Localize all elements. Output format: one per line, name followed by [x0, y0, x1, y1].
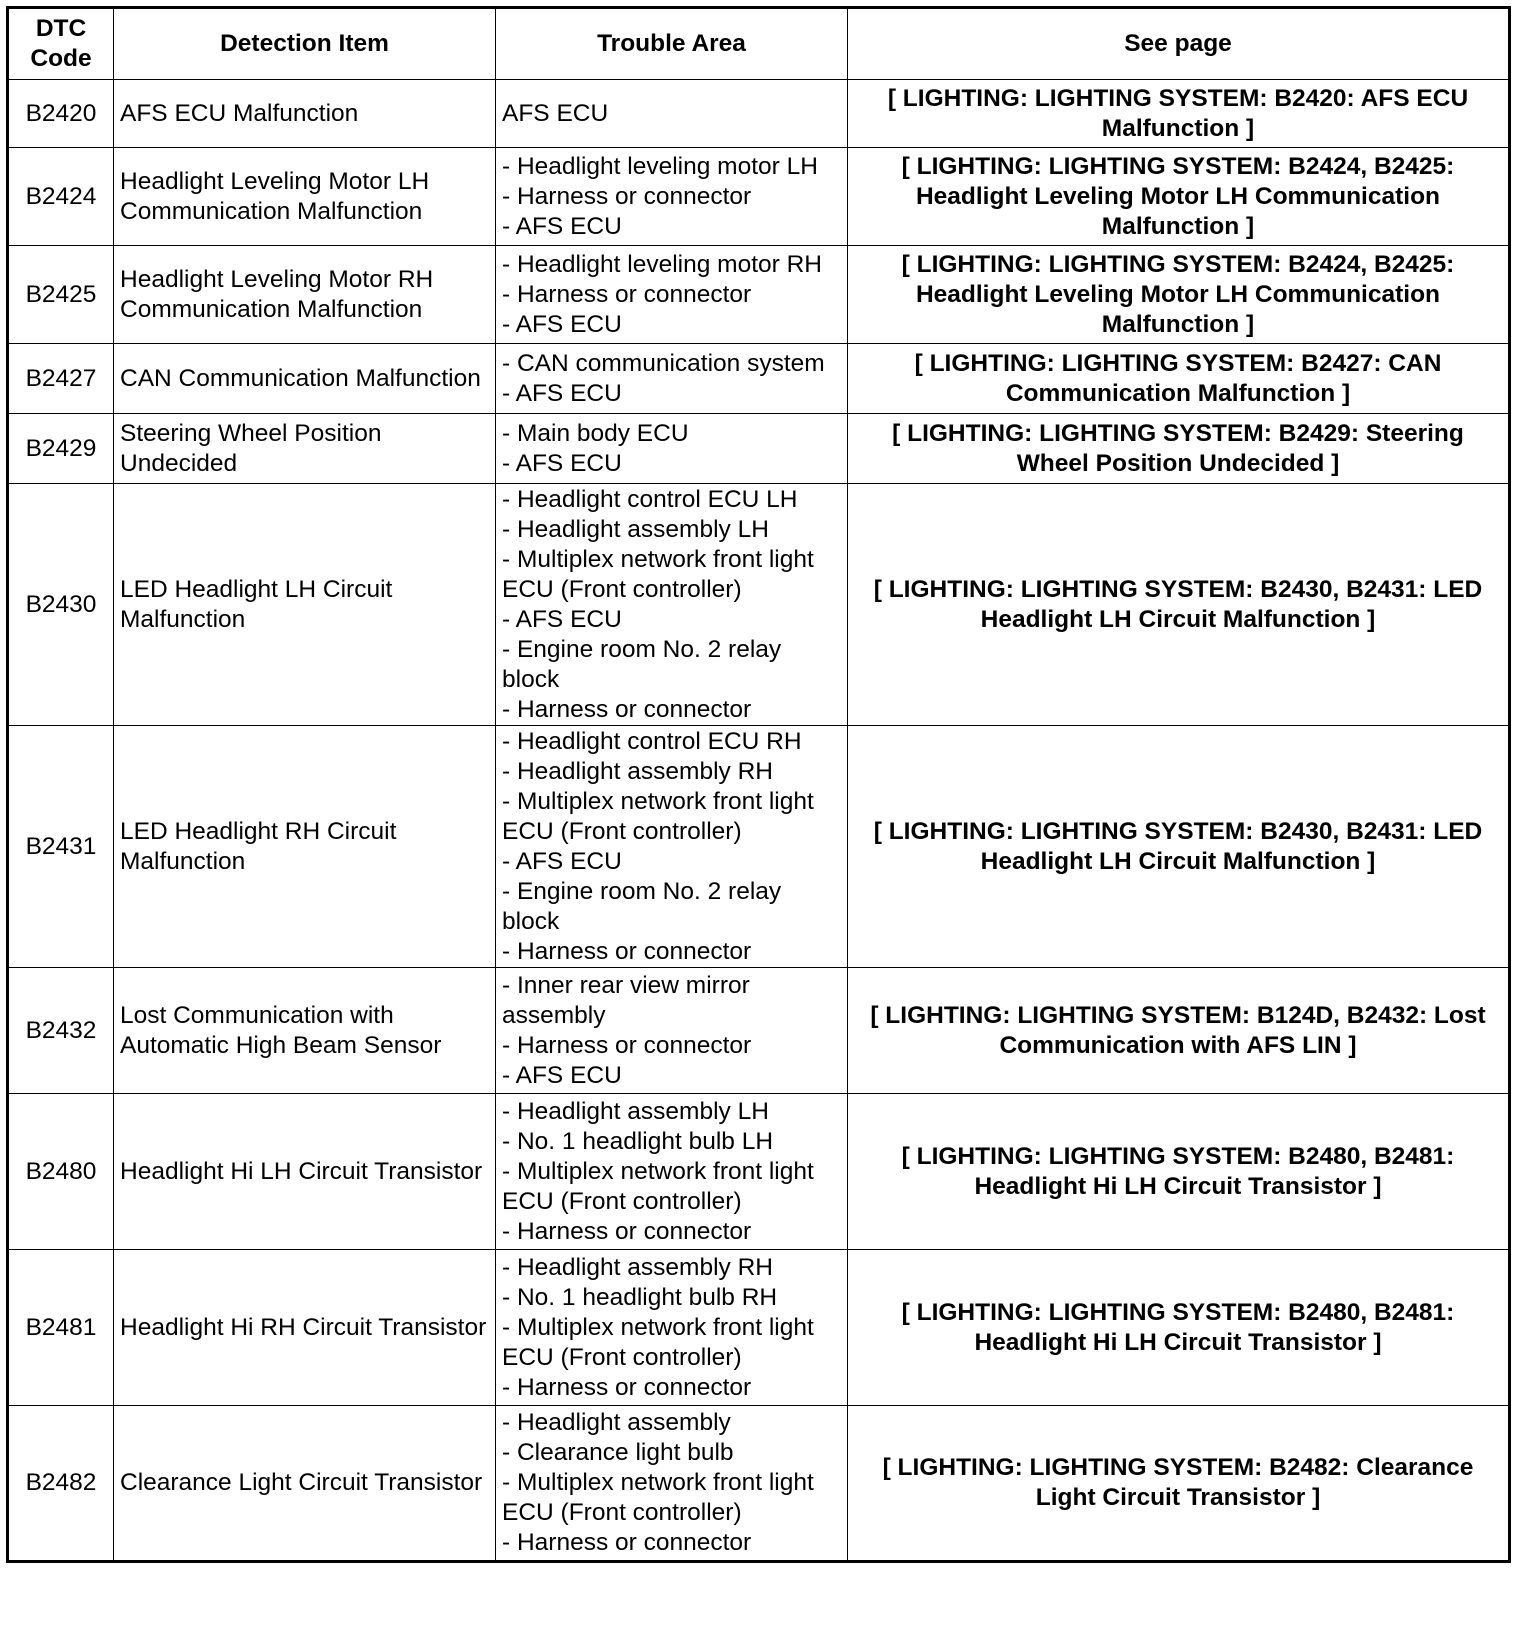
- trouble-area-line: - No. 1 headlight bulb LH: [502, 1127, 774, 1155]
- trouble-area-cell: [496, 148, 848, 246]
- detection-item-cell: LED Headlight RH Circuit Malfunction: [114, 726, 496, 968]
- detection-item-cell: CAN Communication Malfunction: [114, 344, 496, 414]
- table-row: [8, 1094, 1510, 1250]
- see-page-link[interactable]: [ LIGHTING: LIGHTING SYSTEM: B2480, B2481: Headlight Hi LH Circuit Transistor ]: [848, 1094, 1510, 1250]
- trouble-area-cell: [496, 726, 848, 968]
- trouble-area-line: - Engine room No. 2 relay block: [502, 635, 782, 693]
- header-detection-item: Detection Item: [114, 8, 496, 80]
- trouble-area-line: - Clearance light bulb: [502, 1439, 734, 1466]
- see-page-link[interactable]: [ LIGHTING: LIGHTING SYSTEM: B2482: Clearance Light Circuit Transistor ]: [848, 1406, 1510, 1562]
- trouble-area-line: - AFS ECU: [502, 449, 622, 477]
- trouble-area-line: - CAN communication system: [502, 349, 825, 377]
- trouble-area-line: - Main body ECU: [502, 419, 689, 447]
- trouble-area-line: - Headlight assembly RH: [502, 1253, 773, 1281]
- detection-item-cell: LED Headlight LH Circuit Malfunction: [114, 484, 496, 726]
- trouble-area-line: - AFS ECU: [502, 1061, 622, 1089]
- table-row: [8, 148, 1510, 246]
- dtc-code-cell: B2432: [8, 968, 114, 1094]
- detection-item-cell: Lost Communication with Automatic High Beam Sensor: [114, 968, 496, 1094]
- trouble-area-line: - Headlight assembly RH: [502, 757, 773, 785]
- trouble-area-line: - Headlight leveling motor RH: [502, 250, 822, 278]
- see-page-link[interactable]: [ LIGHTING: LIGHTING SYSTEM: B2424, B2425: Headlight Leveling Motor LH Communication Malfunction ]: [848, 148, 1510, 246]
- trouble-area-line: - Multiplex network front light ECU (Front controller): [502, 545, 814, 603]
- trouble-area-cell: [496, 968, 848, 1094]
- see-page-link[interactable]: [ LIGHTING: LIGHTING SYSTEM: B2424, B2425: Headlight Leveling Motor LH Communication Malfunction ]: [848, 246, 1510, 344]
- dtc-code-cell: B2481: [8, 1250, 114, 1406]
- dtc-table: [6, 6, 1511, 1563]
- detection-item-cell: Headlight Leveling Motor RH Communication Malfunction: [114, 246, 496, 344]
- table-row: [8, 414, 1510, 484]
- dtc-code-cell: B2420: [8, 80, 114, 148]
- trouble-area-line: - Engine room No. 2 relay block: [502, 877, 782, 935]
- trouble-area-cell: [496, 80, 848, 148]
- trouble-area-cell: [496, 1094, 848, 1250]
- header-see-page: See page: [848, 8, 1510, 80]
- detection-item-cell: Steering Wheel Position Undecided: [114, 414, 496, 484]
- table-row: [8, 246, 1510, 344]
- see-page-link[interactable]: [ LIGHTING: LIGHTING SYSTEM: B2427: CAN Communication Malfunction ]: [848, 344, 1510, 414]
- header-dtc-code: DTC Code: [8, 8, 114, 80]
- detection-item-cell: Headlight Hi RH Circuit Transistor: [114, 1250, 496, 1406]
- dtc-code-cell: B2431: [8, 726, 114, 968]
- trouble-area-line: - Headlight assembly: [502, 1409, 731, 1436]
- table-row: [8, 726, 1510, 968]
- dtc-code-cell: B2482: [8, 1406, 114, 1562]
- trouble-area-cell: [496, 1250, 848, 1406]
- detection-item-cell: Clearance Light Circuit Transistor: [114, 1406, 496, 1562]
- detection-item-cell: Headlight Hi LH Circuit Transistor: [114, 1094, 496, 1250]
- trouble-area-line: - AFS ECU: [502, 212, 622, 240]
- trouble-area-cell: [496, 414, 848, 484]
- trouble-area-line: - AFS ECU: [502, 379, 622, 407]
- trouble-area-line: - Harness or connector: [502, 1529, 752, 1556]
- trouble-area-line: - Multiplex network front light ECU (Front controller): [502, 1469, 814, 1526]
- dtc-code-cell: B2480: [8, 1094, 114, 1250]
- dtc-code-cell: B2429: [8, 414, 114, 484]
- dtc-code-cell: B2430: [8, 484, 114, 726]
- table-row: [8, 80, 1510, 148]
- detection-item-cell: AFS ECU Malfunction: [114, 80, 496, 148]
- trouble-area-line: - AFS ECU: [502, 847, 622, 875]
- trouble-area-line: - No. 1 headlight bulb RH: [502, 1283, 778, 1311]
- table-row: [8, 1250, 1510, 1406]
- table-body: [8, 80, 1510, 1562]
- trouble-area-cell: [496, 246, 848, 344]
- see-page-link[interactable]: [ LIGHTING: LIGHTING SYSTEM: B124D, B2432: Lost Communication with AFS LIN ]: [848, 968, 1510, 1094]
- trouble-area-line: - Harness or connector: [502, 280, 752, 308]
- see-page-link[interactable]: [ LIGHTING: LIGHTING SYSTEM: B2430, B2431: LED Headlight LH Circuit Malfunction ]: [848, 726, 1510, 968]
- trouble-area-line: - Harness or connector: [502, 1217, 752, 1245]
- trouble-area-line: - Multiplex network front light ECU (Front controller): [502, 1157, 814, 1215]
- trouble-area-line: - AFS ECU: [502, 605, 622, 633]
- trouble-area-line: - Harness or connector: [502, 182, 752, 210]
- see-page-link[interactable]: [ LIGHTING: LIGHTING SYSTEM: B2480, B2481: Headlight Hi LH Circuit Transistor ]: [848, 1250, 1510, 1406]
- header-trouble-area: Trouble Area: [496, 8, 848, 80]
- dtc-code-cell: B2424: [8, 148, 114, 246]
- trouble-area-line: AFS ECU: [502, 99, 609, 127]
- trouble-area-line: - Multiplex network front light ECU (Front controller): [502, 1313, 814, 1371]
- trouble-area-cell: [496, 344, 848, 414]
- trouble-area-line: - Harness or connector: [502, 1031, 752, 1059]
- trouble-area-line: - Harness or connector: [502, 1373, 752, 1401]
- detection-item-cell: Headlight Leveling Motor LH Communication Malfunction: [114, 148, 496, 246]
- see-page-link[interactable]: [ LIGHTING: LIGHTING SYSTEM: B2429: Steering Wheel Position Undecided ]: [848, 414, 1510, 484]
- dtc-code-cell: B2425: [8, 246, 114, 344]
- see-page-link[interactable]: [ LIGHTING: LIGHTING SYSTEM: B2420: AFS ECU Malfunction ]: [848, 80, 1510, 148]
- table-row: [8, 1406, 1510, 1562]
- table-row: [8, 344, 1510, 414]
- trouble-area-line: - Harness or connector: [502, 937, 752, 965]
- trouble-area-cell: [496, 484, 848, 726]
- trouble-area-line: - Headlight assembly LH: [502, 515, 769, 543]
- trouble-area-cell: [496, 1406, 848, 1562]
- trouble-area-line: - Inner rear view mirror assembly: [502, 971, 750, 1029]
- see-page-link[interactable]: [ LIGHTING: LIGHTING SYSTEM: B2430, B2431: LED Headlight LH Circuit Malfunction ]: [848, 484, 1510, 726]
- trouble-area-line: - AFS ECU: [502, 310, 622, 338]
- header-row: [8, 8, 1510, 80]
- table-row: [8, 484, 1510, 726]
- trouble-area-line: - Headlight control ECU RH: [502, 727, 802, 755]
- table-row: [8, 968, 1510, 1094]
- dtc-code-cell: B2427: [8, 344, 114, 414]
- trouble-area-line: - Harness or connector: [502, 695, 752, 723]
- trouble-area-line: - Headlight leveling motor LH: [502, 152, 818, 180]
- trouble-area-line: - Headlight assembly LH: [502, 1097, 769, 1125]
- trouble-area-line: - Multiplex network front light ECU (Front controller): [502, 787, 814, 845]
- trouble-area-line: - Headlight control ECU LH: [502, 485, 798, 513]
